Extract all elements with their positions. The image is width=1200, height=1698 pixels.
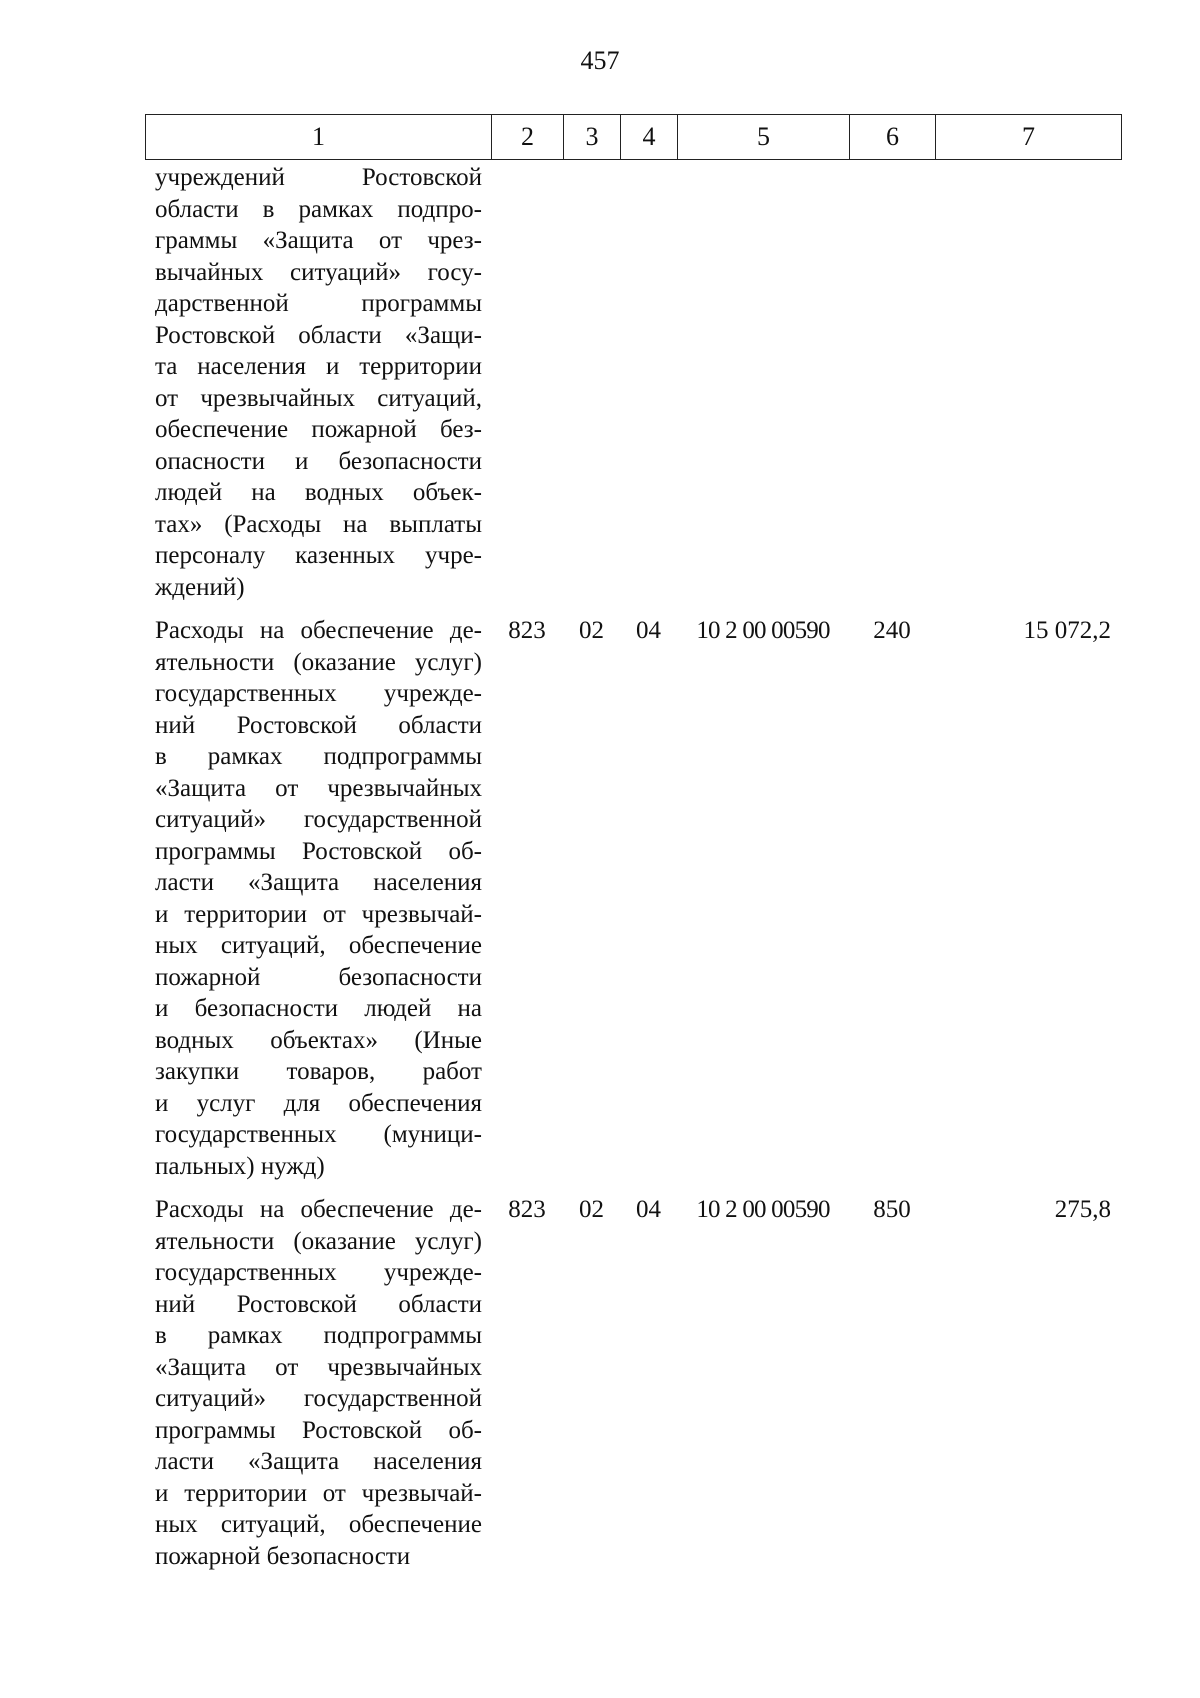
expense-type-code: 240 xyxy=(873,617,911,644)
description-line: людей на водных объек- xyxy=(155,479,482,506)
table-row xyxy=(145,615,1121,1182)
description-line: дарственной программы xyxy=(155,290,482,317)
column-header-1: 1 xyxy=(146,115,492,160)
row-description xyxy=(145,615,491,1182)
page-number: 457 xyxy=(580,46,620,75)
description-line: государственных учрежде- xyxy=(155,680,482,707)
table-row xyxy=(145,1194,1121,1572)
description-line: «Защита от чрезвычайных xyxy=(155,774,482,802)
description-line: в рамках подпрограммы xyxy=(155,1322,482,1349)
subsection-code: 04 xyxy=(636,617,661,644)
amount-value: 275,8 xyxy=(1054,1196,1111,1223)
description-line: и территории от чрезвычай- xyxy=(155,900,482,928)
target-article-code: 10 2 00 00590 xyxy=(696,617,830,644)
description-line: ний Ростовской области xyxy=(155,1290,482,1318)
column-header-3: 3 xyxy=(564,115,621,160)
description-line: пожарной безопасности xyxy=(155,1542,411,1570)
expense-type-code xyxy=(849,162,935,194)
description-line: области в рамках подпро- xyxy=(155,195,482,223)
amount-value xyxy=(935,162,1121,194)
amount-value: 15 072,2 xyxy=(1023,617,1111,644)
description-line: пожарной безопасности xyxy=(155,963,482,991)
description-line: ятельности (оказание услуг) xyxy=(155,648,482,676)
description-line: от чрезвычайных ситуаций, xyxy=(155,384,482,412)
expense-type-code: 850 xyxy=(873,1196,911,1223)
description-line: программы Ростовской об- xyxy=(155,1416,482,1444)
description-line: ятельности (оказание услуг) xyxy=(155,1227,482,1255)
description-line: ситуаций» государственной xyxy=(155,1385,482,1412)
description-line: ласти «Защита населения xyxy=(155,869,482,896)
description-line: программы Ростовской об- xyxy=(155,837,482,865)
ministry-code: 823 xyxy=(508,1196,546,1223)
description-line: и территории от чрезвычай- xyxy=(155,1479,482,1507)
section-code: 02 xyxy=(579,1196,604,1223)
column-header-5: 5 xyxy=(678,115,850,160)
description-line: учреждений Ростовской xyxy=(155,164,482,191)
description-line: закупки товаров, работ xyxy=(155,1058,482,1085)
description-line: ний Ростовской области xyxy=(155,711,482,739)
description-line: и услуг для обеспечения xyxy=(155,1089,482,1117)
column-header-row xyxy=(146,115,1122,160)
subsection-code xyxy=(620,162,677,194)
description-line: опасности и безопасности xyxy=(155,447,482,475)
description-line: персоналу казенных учре- xyxy=(155,542,482,569)
description-line: тах» (Расходы на выплаты xyxy=(155,510,482,538)
table-body xyxy=(145,162,1121,1584)
section-code xyxy=(563,162,620,194)
column-header-7: 7 xyxy=(936,115,1122,160)
description-line: Ростовской области «Защи- xyxy=(155,321,482,349)
target-article-code: 10 2 00 00590 xyxy=(696,1196,830,1223)
section-code: 02 xyxy=(579,617,604,644)
column-header-6: 6 xyxy=(850,115,936,160)
target-article-code xyxy=(677,162,849,194)
description-line: пальных) нужд) xyxy=(155,1152,325,1180)
description-line: граммы «Защита от чрез- xyxy=(155,227,482,254)
description-line: Расходы на обеспечение де- xyxy=(155,1196,482,1223)
description-line: ных ситуаций, обеспечение xyxy=(155,932,482,959)
table-row xyxy=(145,162,1121,603)
description-line: ждений) xyxy=(155,573,245,601)
row-description xyxy=(145,1194,491,1572)
description-line: ласти «Защита населения xyxy=(155,1448,482,1475)
description-line: водных объектах» (Иные xyxy=(155,1026,482,1054)
column-header-table xyxy=(145,114,1122,160)
subsection-code: 04 xyxy=(636,1196,661,1223)
description-line: вычайных ситуаций» госу- xyxy=(155,258,482,286)
column-header-2: 2 xyxy=(492,115,564,160)
ministry-code: 823 xyxy=(508,617,546,644)
description-line: Расходы на обеспечение де- xyxy=(155,617,482,644)
description-line: ситуаций» государственной xyxy=(155,806,482,833)
row-description xyxy=(145,162,491,603)
description-line: ных ситуаций, обеспечение xyxy=(155,1511,482,1538)
description-line: та населения и территории xyxy=(155,353,482,380)
description-line: «Защита от чрезвычайных xyxy=(155,1353,482,1381)
description-line: государственных учрежде- xyxy=(155,1259,482,1286)
ministry-code xyxy=(491,162,563,194)
description-line: и безопасности людей на xyxy=(155,995,482,1022)
description-line: государственных (муници- xyxy=(155,1121,482,1148)
description-line: в рамках подпрограммы xyxy=(155,743,482,770)
description-line: обеспечение пожарной без- xyxy=(155,416,482,443)
column-header-4: 4 xyxy=(621,115,678,160)
